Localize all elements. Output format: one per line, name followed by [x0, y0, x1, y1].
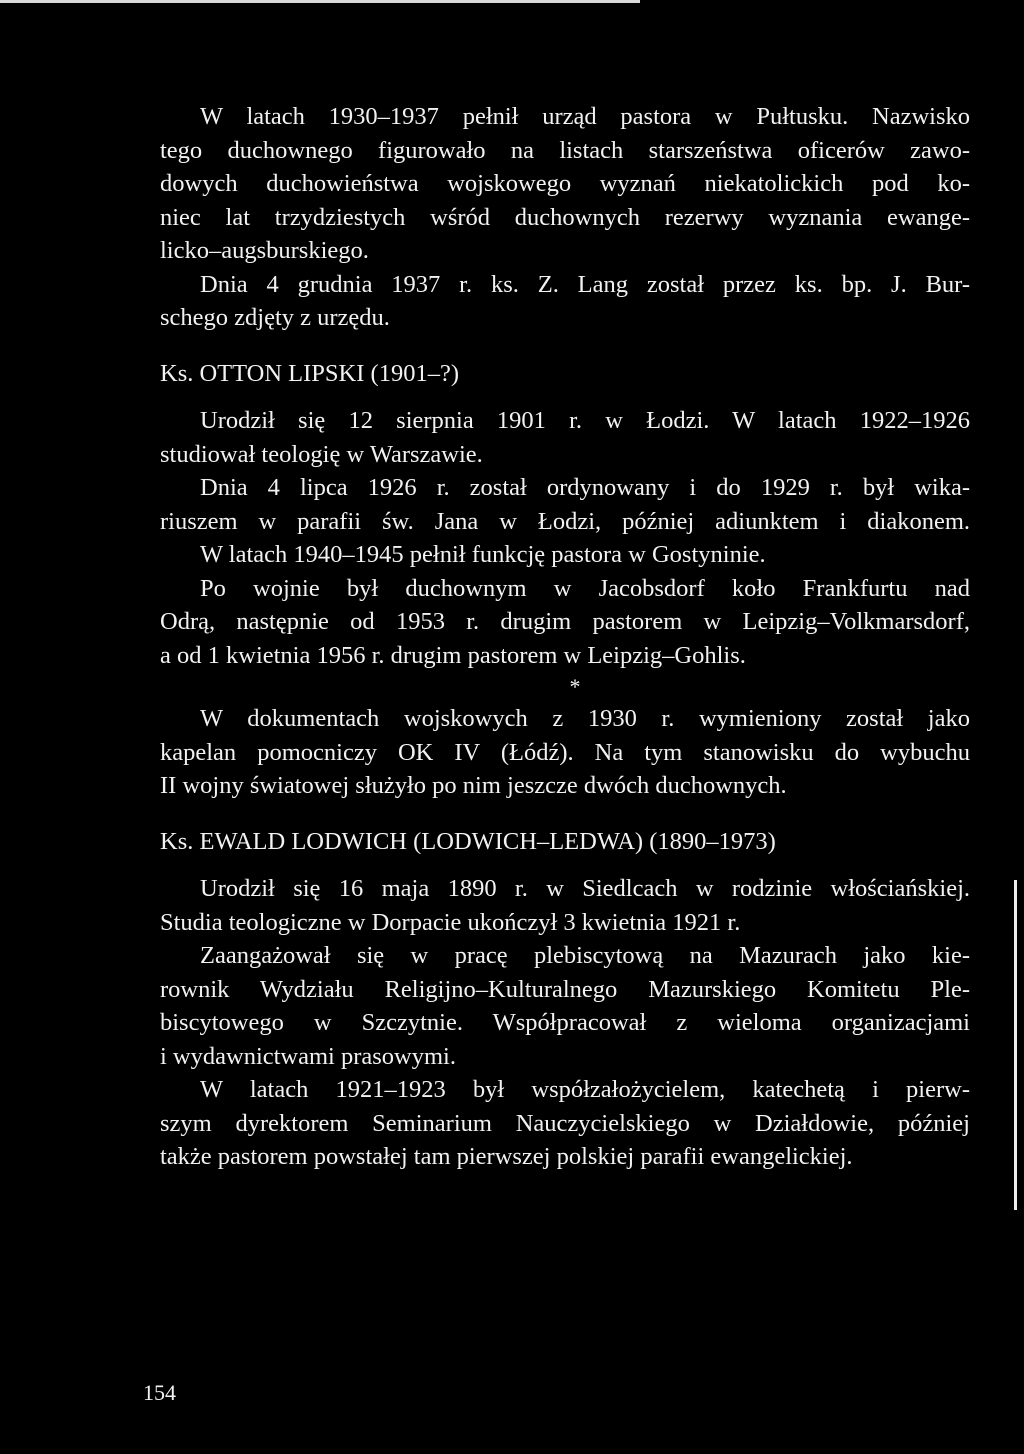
- paragraph-line: i wydawnictwami prasowymi.: [160, 1042, 456, 1070]
- page-number: 154: [143, 1380, 176, 1405]
- paragraph-line: Dnia 4 lipca 1926 r. został ordynowany i do 1929 r. był wika-: [200, 474, 970, 501]
- paragraph-line: dowych duchowieństwa wojskowego wyznań niekatolickich pod ko-: [160, 170, 970, 197]
- paragraph-line: W latach 1921–1923 był współzałożycielem, katechetą i pierw-: [200, 1076, 970, 1103]
- paragraph-line: riuszem w parafii św. Jana w Łodzi, później adiunktem i diakonem.: [160, 507, 970, 535]
- paragraph-line: schego zdjęty z urzędu.: [160, 304, 390, 331]
- heading-prefix: Ks.: [160, 359, 194, 387]
- section-separator-asterisk: *: [569, 674, 581, 699]
- paragraph-line: Zaangażował się w pracę plebiscytową na Mazurach jako kie-: [200, 942, 970, 969]
- paragraph-line: Urodził się 16 maja 1890 r. w Siedlcach w rodzinie włościańskiej.: [200, 875, 970, 902]
- page-body: [160, 100, 970, 1174]
- paragraph-line: szym dyrektorem Seminarium Nauczycielskiego w Działdowie, później: [160, 1109, 970, 1137]
- heading-name: OTTON LIPSKI: [199, 359, 365, 387]
- right-edge-rule: [1014, 880, 1017, 1210]
- paragraph-line: licko–augsburskiego.: [160, 237, 369, 264]
- section-otton-lipski: [160, 357, 970, 803]
- paragraph-line: Odrą, następnie od 1953 r. drugim pastorem w Leipzig–Volkmarsdorf,: [160, 608, 970, 635]
- section-lang-continuation: [160, 100, 970, 335]
- section-ewald-lodwich: [160, 825, 970, 1174]
- paragraph-line: kapelan pomocniczy OK IV (Łódź). Na tym stanowisku do wybuchu: [160, 738, 970, 766]
- paragraph-line: Dnia 4 grudnia 1937 r. ks. Z. Lang został przez ks. bp. J. Bur-: [200, 270, 970, 298]
- paragraph-line: W dokumentach wojskowych z 1930 r. wymieniony został jako: [200, 705, 970, 732]
- entry-heading: [160, 357, 970, 391]
- heading-dates: (1901–?): [370, 359, 459, 387]
- heading-dates: (1890–1973): [649, 827, 776, 855]
- paragraph-line: Po wojnie był duchownym w Jacobsdorf koło Frankfurtu nad: [200, 574, 970, 602]
- paragraph-line: W latach 1930–1937 pełnił urząd pastora w Pułtusku. Nazwisko: [200, 103, 970, 130]
- heading-prefix: Ks.: [160, 827, 194, 855]
- entry-heading: [160, 825, 970, 859]
- paragraph-line: także pastorem powstałej tam pierwszej polskiej parafii ewangelickiej.: [160, 1143, 853, 1170]
- heading-name: EWALD LODWICH (LODWICH–LEDWA): [199, 827, 644, 855]
- paragraph-line: studiował teologię w Warszawie.: [160, 440, 483, 468]
- paragraph-line: Studia teologiczne w Dorpacie ukończył 3 kwietnia 1921 r.: [160, 908, 741, 936]
- paragraph-line: biscytowego w Szczytnie. Współpracował z wieloma organizacjami: [160, 1009, 970, 1036]
- paragraph-line: rownik Wydziału Religijno–Kulturalnego Mazurskiego Komitetu Ple-: [160, 975, 970, 1003]
- paragraph-line: W latach 1940–1945 pełnił funkcję pastora w Gostyninie.: [200, 541, 766, 568]
- paragraph-line: Urodził się 12 sierpnia 1901 r. w Łodzi. W latach 1922–1926: [200, 407, 970, 434]
- top-edge-rule: [0, 0, 640, 3]
- paragraph-line: a od 1 kwietnia 1956 r. drugim pastorem w Leipzig–Gohlis.: [160, 641, 746, 669]
- paragraph-line: tego duchownego figurowało na listach starszeństwa oficerów zawo-: [160, 136, 970, 164]
- paragraph-line: II wojny światowej służyło po nim jeszcze dwóch duchownych.: [160, 772, 787, 799]
- paragraph-line: niec lat trzydziestych wśród duchownych rezerwy wyznania ewange-: [160, 203, 970, 231]
